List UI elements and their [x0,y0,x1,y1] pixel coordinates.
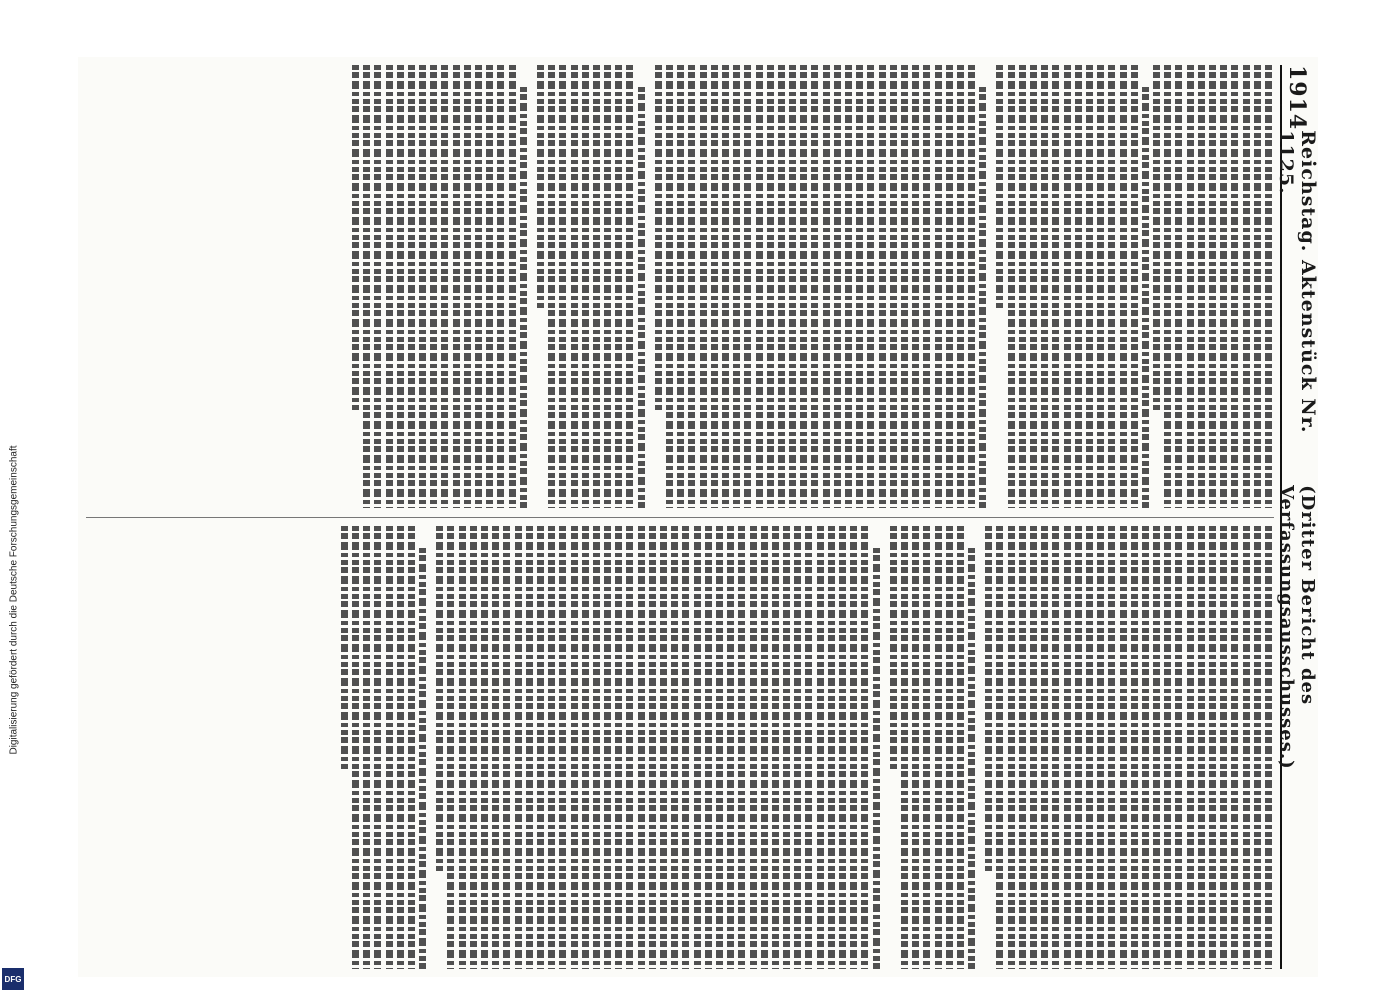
text-line [546,65,557,508]
text-line [675,65,686,508]
text-line [932,65,943,508]
text-line [994,526,1005,969]
text-line [653,65,664,411]
text-line [462,65,473,508]
text-line [921,526,932,969]
text-line [843,65,854,508]
text-line [580,65,591,508]
text-line [709,65,720,508]
text-line [383,65,394,508]
text-line [495,65,506,508]
text-line [613,526,624,969]
text-line [859,526,870,969]
text-line [680,526,691,969]
text-line [524,526,535,969]
text-line [759,526,770,969]
text-line [994,65,1005,309]
text-line [826,526,837,969]
text-line [888,65,899,508]
text-line [1173,65,1184,508]
sidebar [0,0,28,1000]
left-column [86,65,1274,508]
text-line [1061,65,1072,508]
text-line [624,526,635,969]
text-line [770,526,781,969]
page-header [1275,65,1319,969]
text-line [837,526,848,969]
right-column [86,526,1274,969]
text-line [1218,526,1229,969]
text-line [870,548,881,969]
text-line [479,526,490,969]
text-line [848,526,859,969]
text-line [535,526,546,969]
text-line [832,65,843,508]
text-line [854,65,865,508]
text-line [977,87,988,508]
text-line [1084,526,1095,969]
text-line [747,526,758,969]
text-line [1095,65,1106,508]
text-line [1263,526,1274,969]
text-line [439,65,450,508]
text-line [613,65,624,508]
text-line [591,526,602,969]
text-line [602,526,613,969]
text-line [686,65,697,508]
digitization-credit: Digitalisierung gefördert durch die Deutsche Forschungsgemeinschaft [8,445,20,755]
text-line [1140,87,1151,508]
text-line [899,65,910,508]
text-line [955,526,966,969]
text-line [1252,65,1263,508]
text-line [501,526,512,969]
text-line [512,526,523,969]
text-line [803,526,814,969]
text-line [669,526,680,969]
text-line [720,65,731,508]
text-line [899,526,910,969]
text-line [966,65,977,508]
text-line [1061,526,1072,969]
text-line [591,65,602,508]
header-subtitle: (Dritter Bericht des Verfassungsausschusses.) [1276,485,1318,770]
text-line [417,65,428,508]
text-line [1117,526,1128,969]
text-line [815,526,826,969]
text-line [490,526,501,969]
text-line [361,65,372,508]
text-line [372,526,383,969]
text-line [1117,65,1128,508]
text-line [1006,65,1017,508]
text-line [580,526,591,969]
text-line [445,526,456,969]
text-line [624,65,635,508]
header-title: Reichstag. Aktenstück Nr. 1125. [1275,130,1319,434]
text-line [1106,526,1117,969]
text-line [697,65,708,508]
text-line [1240,526,1251,969]
text-line [350,65,361,411]
text-line [1263,65,1274,508]
text-line [876,65,887,508]
text-line [765,65,776,508]
text-line [546,526,557,969]
text-line [955,65,966,508]
text-line [821,65,832,508]
text-line [457,526,468,969]
text-line [1207,65,1218,508]
text-line [658,526,669,969]
text-line [753,65,764,508]
text-line [1196,65,1207,508]
text-line [406,526,417,969]
text-line [781,526,792,969]
text-line [1218,65,1229,508]
text-line [731,65,742,508]
text-line [725,526,736,969]
text-line [506,65,517,508]
text-line [1240,65,1251,508]
text-line [776,65,787,508]
text-line [1039,526,1050,969]
text-line [1162,65,1173,508]
text-line [865,65,876,508]
text-line [714,526,725,969]
text-line [1073,526,1084,969]
text-line [1084,65,1095,508]
text-line [1207,526,1218,969]
text-line [350,526,361,969]
text-line [664,65,675,508]
text-line [406,65,417,508]
text-line [1028,526,1039,969]
text-line [417,548,428,969]
text-line [1252,526,1263,969]
text-line [1196,526,1207,969]
text-line [1173,526,1184,969]
text-line [742,65,753,508]
text-line [1073,65,1084,508]
text-line [809,65,820,508]
text-line [434,526,445,872]
text-line [1050,526,1061,969]
text-line [1039,65,1050,508]
text-line [557,526,568,969]
text-line [944,526,955,969]
text-line [636,87,647,508]
text-line [691,526,702,969]
text-line [568,65,579,508]
text-line [568,526,579,969]
text-line [428,65,439,508]
text-line [703,526,714,969]
text-line [602,65,613,508]
text-line [451,65,462,508]
text-line [1185,526,1196,969]
text-line [944,65,955,508]
text-line [787,65,798,508]
text-line [535,65,546,309]
text-line [932,526,943,969]
text-columns [86,65,1274,969]
text-line [1028,65,1039,508]
text-line [1185,65,1196,508]
scanned-page [78,57,1318,977]
text-line [1151,65,1162,411]
page-number: 1914 [1284,65,1310,131]
text-line [792,526,803,969]
text-line [1140,526,1151,969]
text-line [1129,526,1140,969]
text-line [636,526,647,969]
text-line [1106,65,1117,508]
text-line [557,65,568,508]
text-line [1151,526,1162,969]
text-line [798,65,809,508]
text-line [1162,526,1173,969]
text-line [647,526,658,969]
text-line [383,526,394,969]
text-line [518,87,529,508]
text-line [473,65,484,508]
text-line [372,65,383,508]
text-line [395,65,406,508]
text-line [736,526,747,969]
text-line [1050,65,1061,508]
text-line [1129,65,1140,508]
text-line [1017,65,1028,508]
text-line [1017,526,1028,969]
text-line [468,526,479,969]
text-line [339,526,350,770]
text-line [888,526,899,770]
text-line [910,526,921,969]
text-line [484,65,495,508]
text-line [966,548,977,969]
text-line [1006,526,1017,969]
text-line [1229,526,1240,969]
text-line [361,526,372,969]
dfg-logo: DFG [2,968,24,990]
text-line [1229,65,1240,508]
text-line [1095,526,1106,969]
text-line [921,65,932,508]
text-line [983,526,994,872]
scanned-page-area [78,57,1318,977]
text-line [910,65,921,508]
text-line [395,526,406,969]
